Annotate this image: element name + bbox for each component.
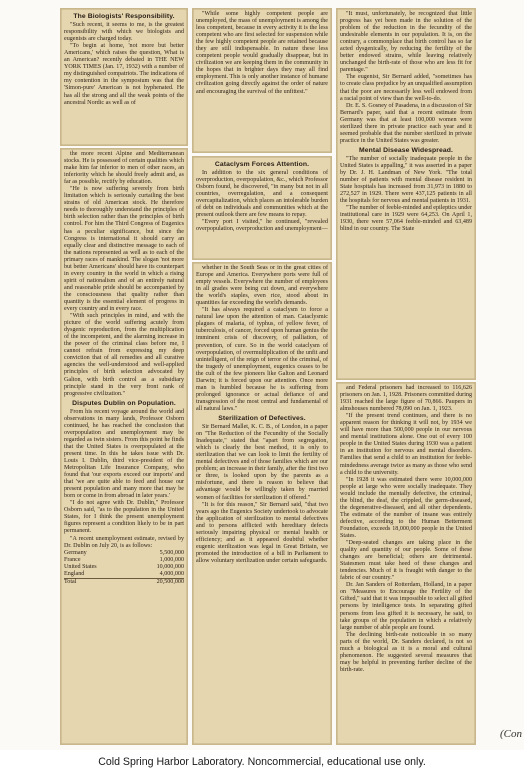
table-cell-label: England (64, 570, 85, 577)
paragraph: "Every port I visited," he continued, "revealed overpopulation, overproduction and unemployment— (196, 219, 328, 233)
paragraph: and Federal prisoners had increased to 116,626 prisoners on Jan. 1, 1928. Prisoners committed during 1931 reached the large figure of 70,866. Paupers in almshouses numbered 78,090 on Jan. 1, 1923. (340, 385, 472, 413)
heading-disputes-dublin: Disputes Dublin on Population. (72, 399, 176, 407)
paragraph: "Such recent, it seems to me, is the greatest responsibility with which we biologists and eugenists are charged today. (64, 22, 184, 43)
paragraph: "The number of socially inadequate people in the United States is appalling," it was asserted in a paper by Dr. J. H. Landman of New York. "The total number of patients with mental disease resident in State hospitals has increased from 31,973 in 1880 to 272,527 in 1929. There were 437,125 patients in all the hospitals for nervous and mental patients in 1931. (340, 155, 472, 205)
copyright-footer: Cold Spring Harbor Laboratory. Noncommercial, educational use only. (98, 756, 426, 768)
paragraph: "It is for this reason," Sir Bernard said, "that two years ago the Eugenics Society undertook to advocate the application of sterilization to mental defectives and to persons afflicted with hereditary defects seriously impairing physical or mental health or efficiency; and as it appeared doubtful whether eugenic sterilization was legal in Great Britain, we promoted the introduction of a bill in Parliament to allow voluntary sterilization under certain safeguards. (196, 501, 328, 564)
table-cell-label: France (64, 556, 81, 563)
heading-sterilization: Sterilization of Defectives. (218, 414, 306, 422)
clipping-col2-main (192, 262, 332, 745)
paragraph: "I do not agree with Dr. Dublin," Professor Osborn said, "as to the population in the United States, for I think the present unemployment figures represent a condition likely to be in part permanent. (64, 500, 184, 535)
paragraph: Dr. Jan Sanders of Rotterdam, Holland, in a paper on "Measures to Encourage the Fertility of the Gifted," said that it was impossible to select all gifted persons by intelligence tests. In separating gifted persons from less gifted it is necessary, he said, to take groups of the population in which a relatively large number of able people are found. (340, 582, 472, 631)
clipping-col3-top (336, 8, 476, 380)
paragraph: "With such principles in mind, and with the picture of the world suffering acutely from dysgenic reproduction, from the multiplication of the incompetent, and the alarming increase in the power of the criminal class before me, I cannot refrain from expressing my deep conviction that of all remedies and all curative agencies the well-understood and well-applied principles of birth selection advocated by Galton, with birth control as a subsidiary principle stand in the very front rank of progressive civilization." (64, 313, 184, 397)
paragraph: "To begin at home, 'not more but better Americans,' which raises the question, What is an American? recently debated in THE NEW YORK TIMES (Jan. 17, 1932) with a number of my distinguished compatriots. The indications of my contention in the symposium was that the 'Simon-pure' American is not hyphenated. He has all the strong and all the weak points of the ancestral Nordic as well as of (64, 43, 184, 106)
clipping-col1-main (60, 148, 188, 745)
heading-biologists-responsibility: The Biologists' Responsibility. (73, 13, 175, 20)
table-row (64, 571, 184, 579)
table-row (64, 564, 184, 571)
table-cell-value: 10,000,000 (156, 563, 184, 570)
paragraph: "In 1928 it was estimated there were 10,000,000 people at large who were socially inadequate. They would include the mentally defective, the criminal, the blind, the deaf, the crippled, the germ-diseased, the degenerative-diseased, and all other dependents. The estimate of the number of insane was entirely defective, according to the Human Betterment Foundation, exceeds 18,000,000 people in the United States. (340, 476, 472, 539)
table-cell-label: United States (64, 563, 97, 570)
clipping-col1-top (60, 8, 188, 146)
table-cell-label: Total (64, 578, 129, 586)
paragraph: "It has always required a cataclysm to force a natural law upon the attention of man. Cataclysmic plagues of malaria, of typhus, of yellow fever, of tuberculosis, of cancer, forced upon human genius the imminent crisis of discovery, of palliation, of prevention, of cure. So in the world cataclysm of overpopulation, of overmultiplication of the unfit and unintelligent, of the reign of terror of the criminal, of the tragedy of unemployment, eugenics ceases to be the cult of the few pioneers like Galton and Leonard Darwin; it is forced upon our attention. Once more man is humbled because he is suffering from prolonged ignorance or actual defiance of and transgression of the most central and fundamental of all natural laws." (196, 307, 328, 412)
paragraph: "He is now suffering severely from birth limitation which is seriously curtailing the best strains of old American stock. He therefore needs to thoroughly understand the principles of birth selection rather than the principles of birth control. For him the Third Congress of Eugenics has a peculiar significance, but since the Congress is international it should carry an equally clear and distinctive message to each of the nations represented as well as to each of the primary races of mankind. The slogan 'not more but better Americans' should have its counterpart in every country in the world in which a rising spirit of nationalism and of an entirely natural and reasonable pride should be accompanied by the consciousness that quality rather than quantity is the essential element of progress in every country and in every race. (64, 186, 184, 313)
paragraph: "While some highly competent people are unemployed, the mass of unemployment is among the less competent, because in every activity it is the less competent who are first selected for suspension while the few highly competent people are retained because they are still indispensable. In nature these less competent people would gradually disappear, but in civilization we are keeping them in the community in the hopes that in brighter days they may all find employment. This is only another instance of humane civilization going directly against the order of nature and encouraging the survival of the unfittest." (196, 11, 328, 95)
table-cell-value: 5,500,000 (159, 549, 184, 556)
table-cell-value: 20,500,000 (129, 578, 184, 586)
paragraph: "The number of feeble-minded and epileptics under institutional care in 1929 were 64,253. On April 1, 1930, there were 57,064 feeble-minded and 63,489 blind in our country. The State (340, 205, 473, 233)
clipping-col2-top (192, 8, 332, 153)
table-row (64, 550, 184, 557)
clipping-col2-mid (192, 156, 332, 260)
continued-note: (Con (500, 728, 522, 740)
heading-mental-disease: Mental Disease Widespread. (359, 146, 453, 154)
paragraph: "A recent unemployment estimate, revised by Dr. Dublin on July 20, is as follows: (64, 535, 184, 549)
paragraph: "Deep-seated changes are taking place in the quality and quantity of our people. Some of these changes are beneficial; others are detrimental. Statesmen must take heed of these changes and tendencies. Much of it is fraught with danger to the fabric of our country." (340, 540, 472, 582)
clipping-col3-main (336, 382, 476, 745)
table-row (64, 557, 184, 564)
paragraph: In addition to the six general conditions of overproduction, overpopulation, &c., which Professor Osborn found, he discovered, "in many but not in all countries, overregulation, and a consequent overcapitalization, which places an intolerable burden of debt on individuals and communities which at the present outlook there are few means to repay. (196, 170, 328, 219)
paragraph: Dr. E. S. Gosney of Pasadena, in a discussion of Sir Bernard's paper, said that a recent estimate from Germany was that at least 100,000 women were sterilized there in private practice each year and it seemed probable that the number sterilized in private practice in the United States was greater. (340, 102, 472, 144)
table-cell-value: 1,000,000 (159, 556, 184, 563)
paragraph: "If the present trend continues, and there is no apparent reason for thinking it will not, by 1934 we will have more than 500,000 people in our nervous and mental institutions alone. One out of every 100 people in the United States during 1930 was a patient in an institution for nervous and mental disorders. Families that send a child to an institution for feeble-mindedness average twice as many as those who send a child to the university. (340, 413, 472, 476)
unemployment-table (64, 550, 184, 586)
paragraph: "It must, unfortunately, be recognized that little progress has yet been made in the solution of the problem of the reduction in the fecundity of the undesirable elements in our population. It is, on the contrary, a commonplace that birth control has so far acted dysgenically, by reducing the fertility of the better endowed strains, while leaving relatively unchanged the birth-rate of those who are less fit for parentage." (340, 11, 472, 74)
paragraph: the more recent Alpine and Mediterranean stocks. He is possessed of certain qualities which make him far inferior to men of other races, an inferiority which he should freely admit and, as far as possible, rectify by education. (64, 151, 184, 186)
table-cell-value: 4,000,000 (159, 570, 184, 577)
paragraph: From his recent voyage around the world and observations in many lands, Professor Osborn continued, he has reached the conclusion that overpopulation and unemployment may be regarded as twin sisters. From this point he finds that the United States is overpopulated at the present time. In this he takes issue with Dr. Louis I. Dublin, third vice-president of the Metropolitan Life Insurance Company, who found that 'our exports exceed our imports' and that 'we are quite able to feed and house our present population and many more that may be born or come in from abroad in later years.' (64, 408, 184, 500)
heading-cataclysm: Cataclysm Forces Attention. (214, 161, 310, 168)
paragraph: The declining birth-rate noticeable in so many parts of the world, Dr. Sanders declared, is not so much a biological as it is a moral and cultural phenomenon. He suggested several measures that may be helpful in preventing further decline of the birth-rate. (340, 631, 472, 673)
table-cell-label: Germany (64, 549, 87, 556)
table-row-total (64, 578, 184, 586)
paragraph: The eugenist, Sir Bernard added, "sometimes has to create class prejudice by an unqualified assumption that the poor are necessarily less well endowed from a racial point of view than the well-to-do. (340, 74, 472, 102)
paragraph: Sir Bernard Mallet, K. C. B., of London, in a paper on "The Reduction of the Fecundity of the Socially Inadequate," stated that "apart from segregation, which is clearly the best method, it is only to sterilization that we can look to limit the fertility of mental defectives and of those families which are our problem; an increase in their family, after the first two or three, is looked upon by the parents as a misfortune, and there is reason to believe that advantage would be willingly taken by married women of facilities for sterilization if offered." (196, 424, 328, 501)
paragraph: whether in the South Seas or in the great cities of Europe and America. Everywhere ports were full of empty vessels. Everywhere the number of employees in all grades were being cut down, and everywhere the world's staples, even rice, stood about in quantities far exceeding the world's demands. (196, 265, 328, 307)
